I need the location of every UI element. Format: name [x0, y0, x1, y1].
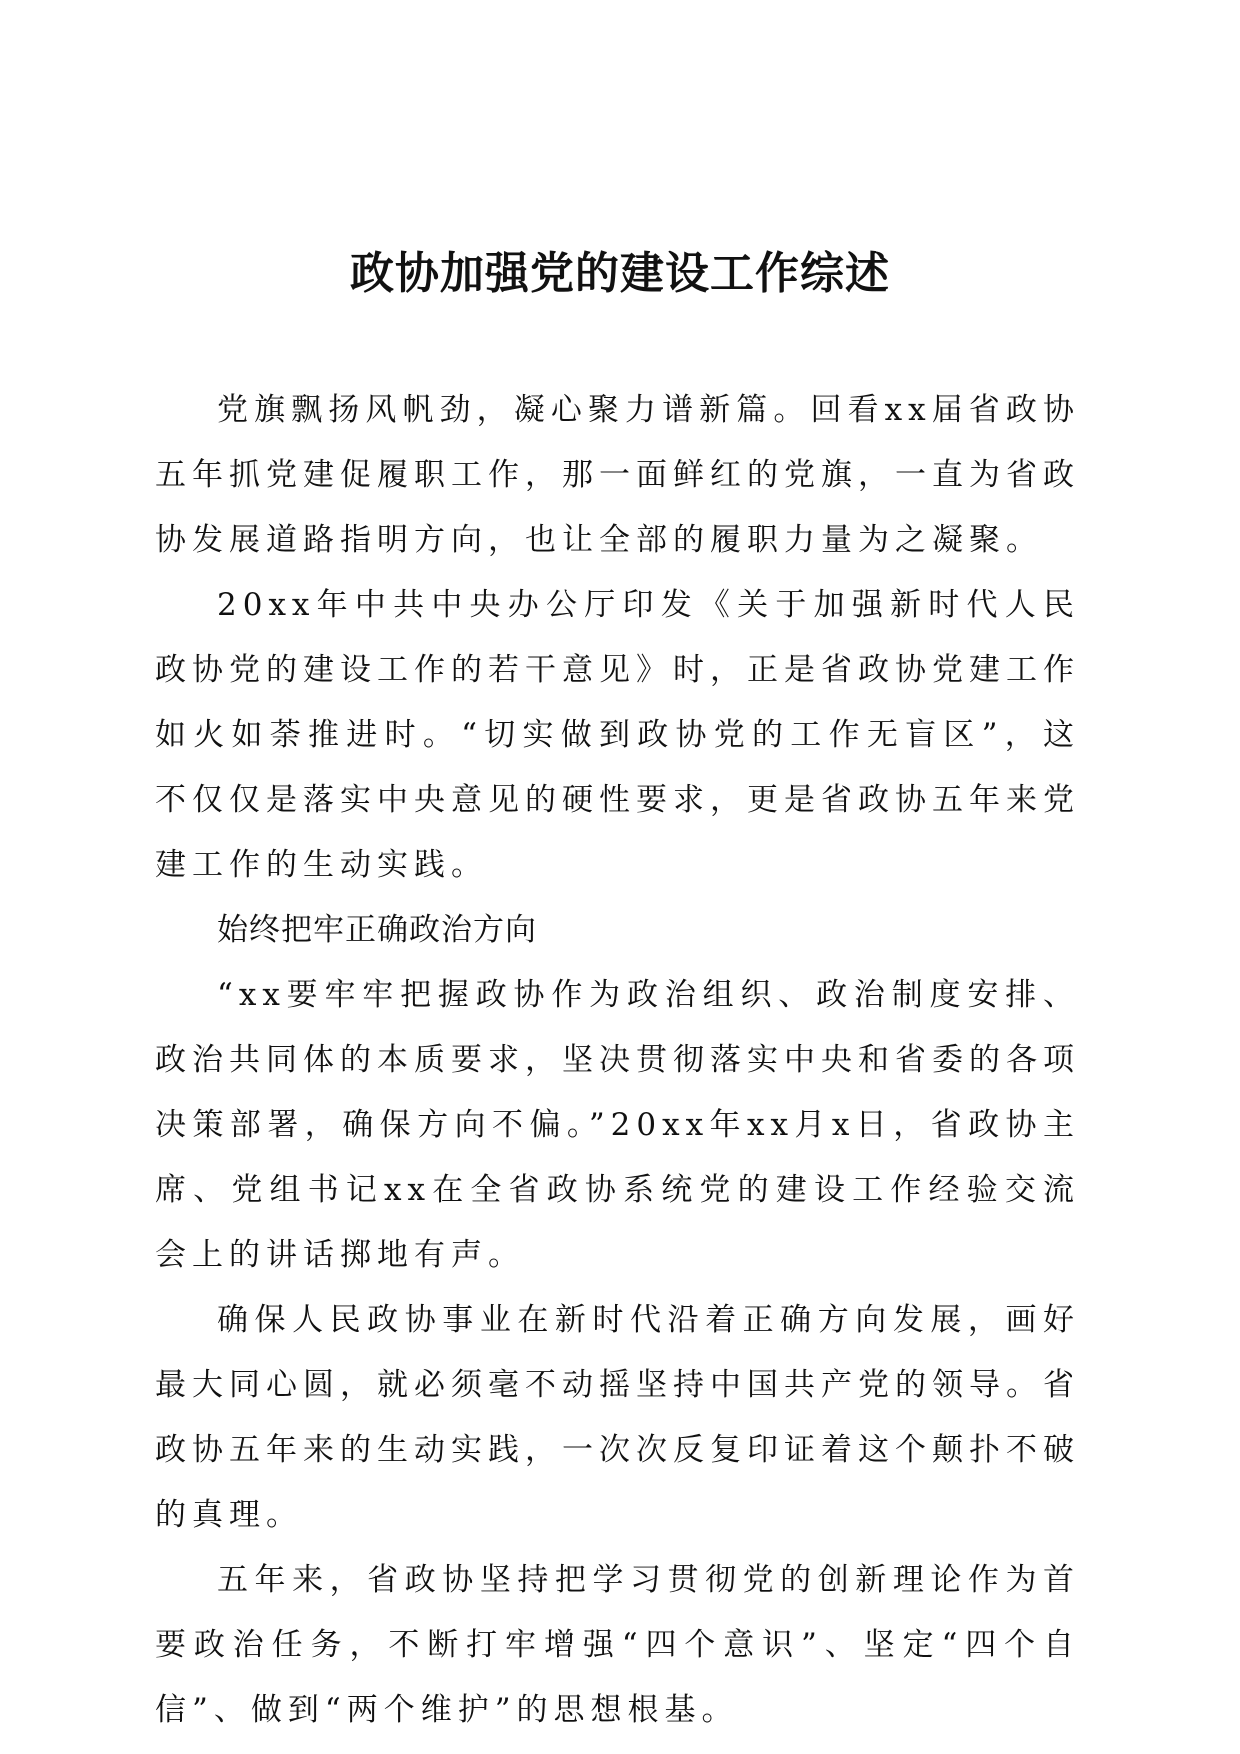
- document-title: 政协加强党的建设工作综述: [350, 248, 890, 299]
- section-paragraph-1: “xx要牢牢把握政协作为政治组织、政治制度安排、政治共同体的本质要求，坚决贯彻落实中央和省委的各项决策部署，确保方向不偏。”20xx年xx月x日，省政协主席、党组书记xx在全省政协系统党的建设工作经验交流会上的讲话掷地有声。: [155, 977, 1080, 1273]
- section-heading: 始终把牢正确政治方向: [217, 912, 537, 948]
- document-body: [155, 378, 1080, 1743]
- paragraph-1: 党旗飘扬风帆劲，凝心聚力谱新篇。回看xx届省政协五年抓党建促履职工作，那一面鲜红的党旗，一直为省政协发展道路指明方向，也让全部的履职力量为之凝聚。: [155, 392, 1080, 558]
- paragraph-2: 20xx年中共中央办公厅印发《关于加强新时代人民政协党的建设工作的若干意见》时，正是省政协党建工作如火如荼推进时。“切实做到政协党的工作无盲区”，这不仅仅是落实中央意见的硬性要求，更是省政协五年来党建工作的生动实践。: [155, 587, 1080, 883]
- section-paragraph-2: 确保人民政协事业在新时代沿着正确方向发展，画好最大同心圆，就必须毫不动摇坚持中国共产党的领导。省政协五年来的生动实践，一次次反复印证着这个颠扑不破的真理。: [155, 1302, 1080, 1533]
- section-paragraph-3: 五年来，省政协坚持把学习贯彻党的创新理论作为首要政治任务，不断打牢增强“四个意识”、坚定“四个自信”、做到“两个维护”的思想根基。: [155, 1562, 1080, 1728]
